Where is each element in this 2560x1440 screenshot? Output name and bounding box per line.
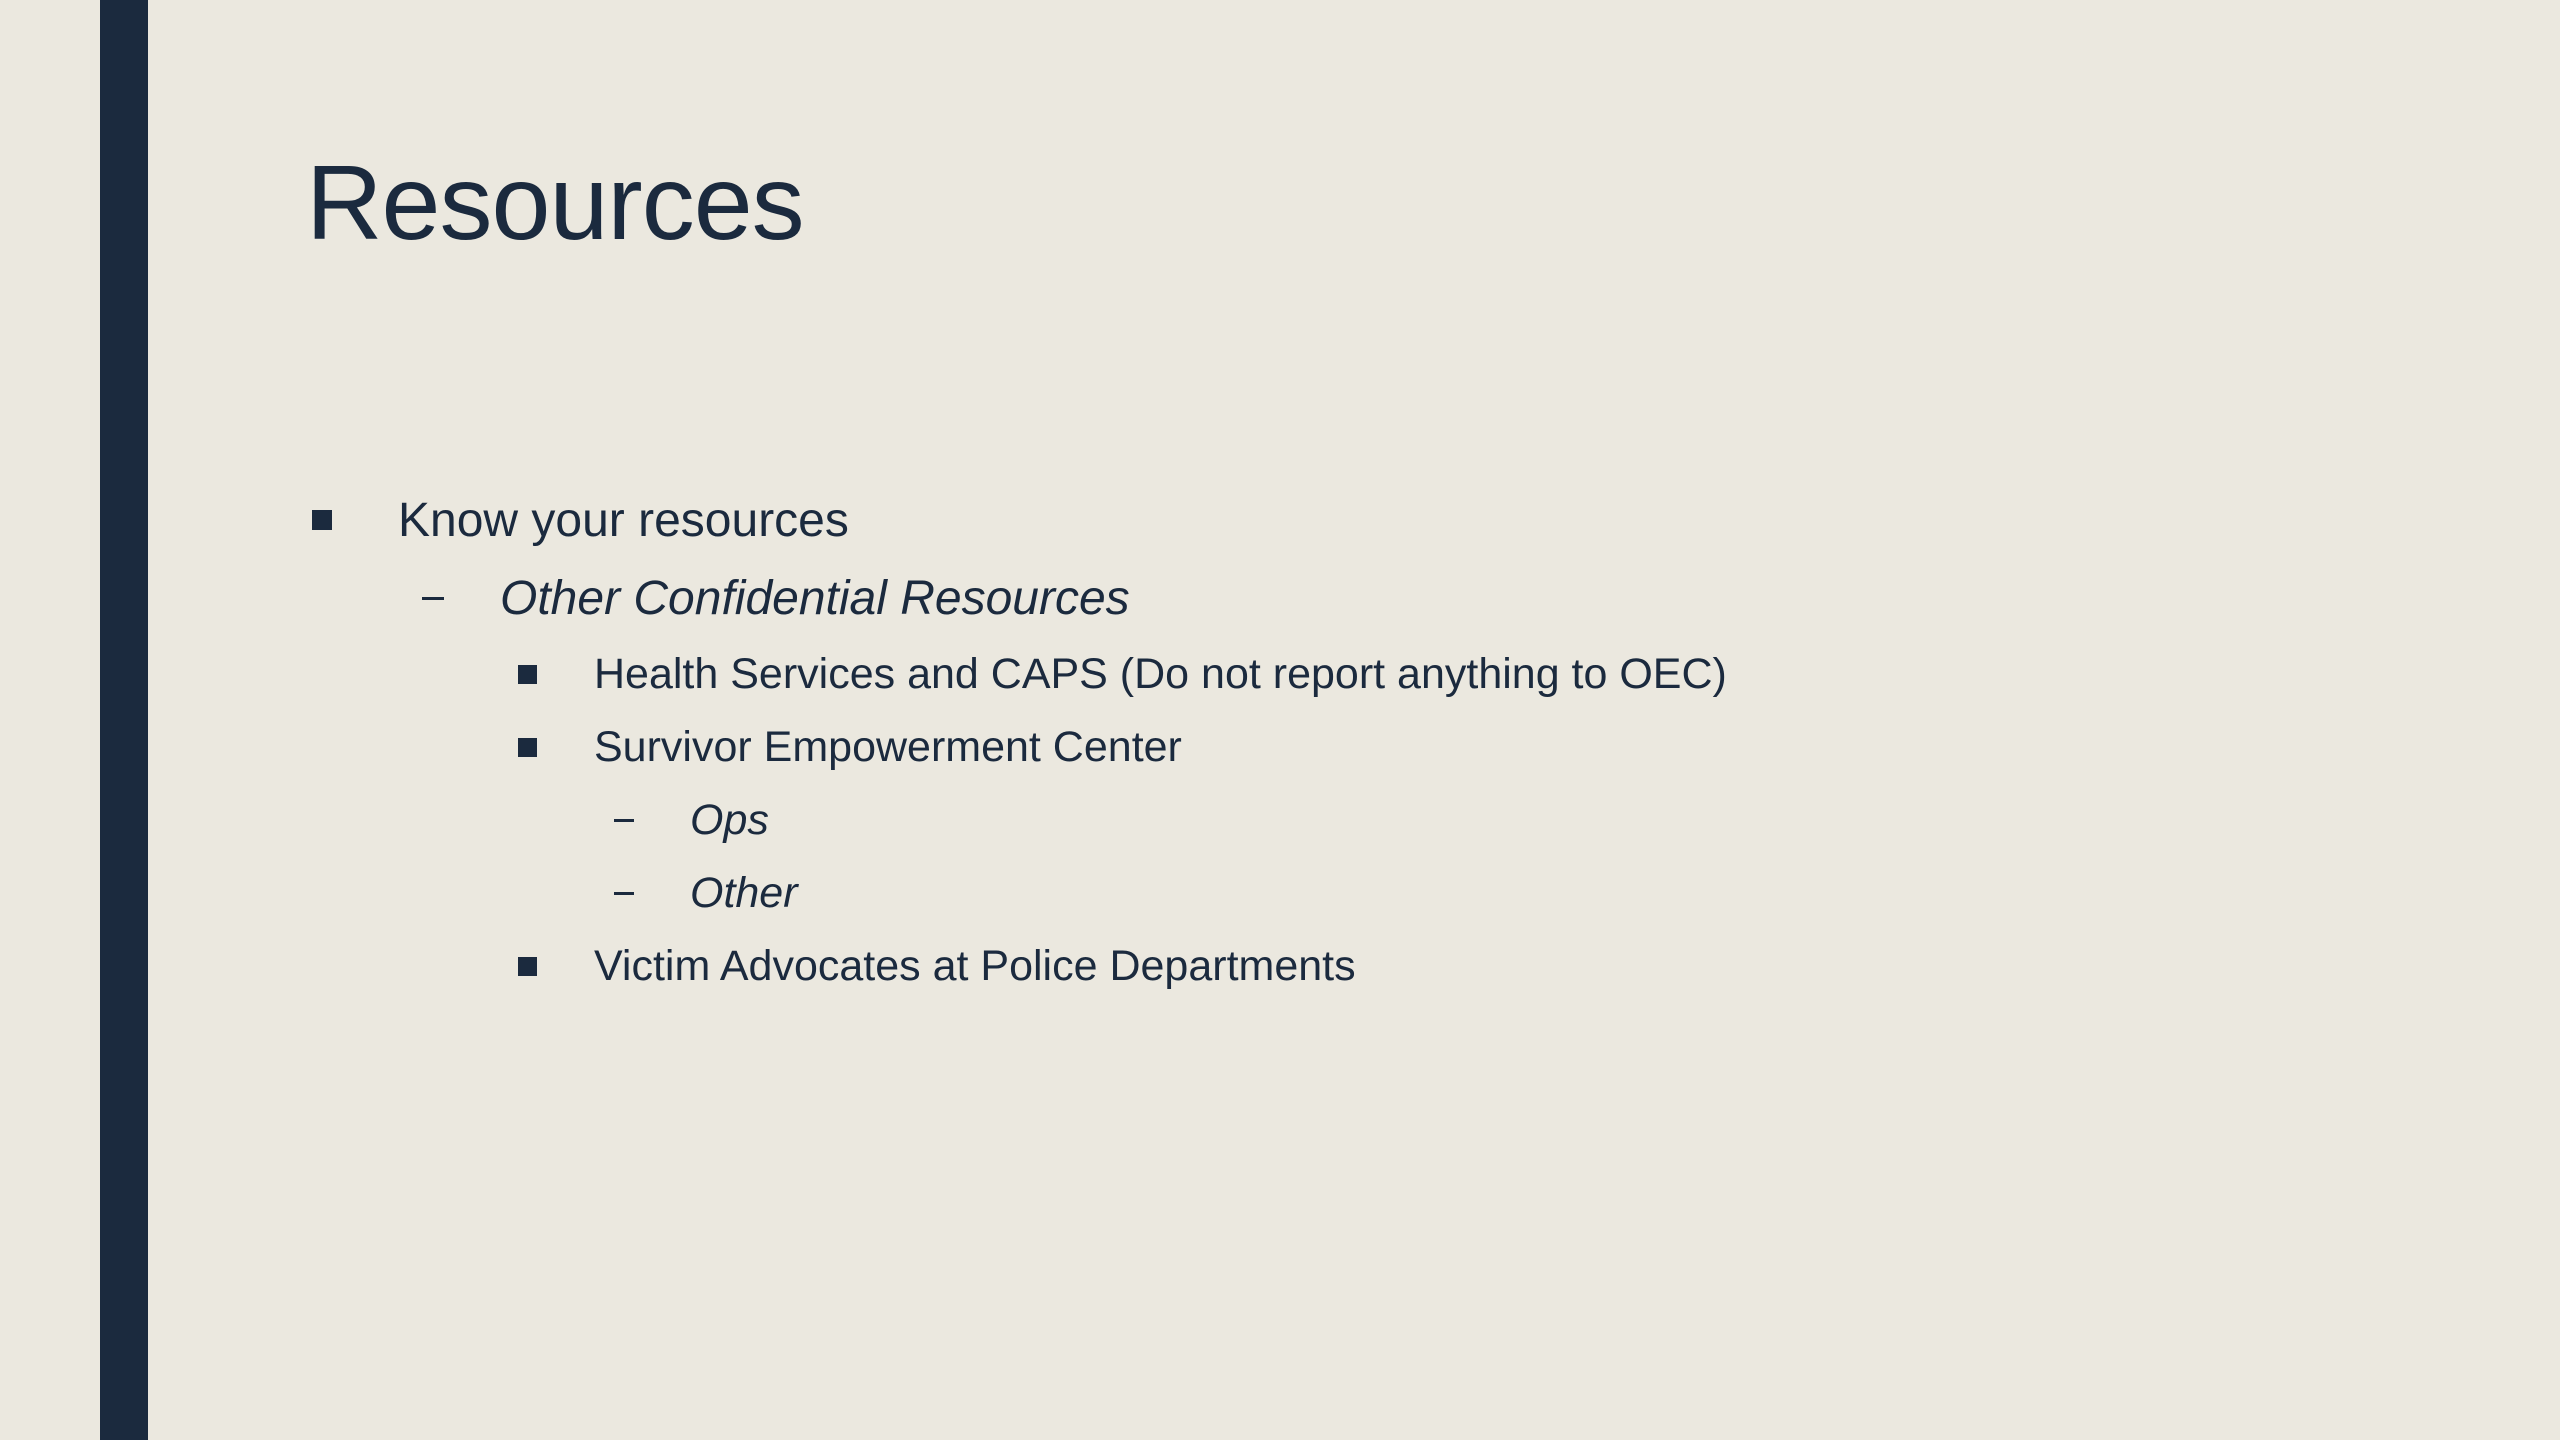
accent-bar (100, 0, 148, 1440)
bullet-text: Ops (690, 795, 769, 844)
square-bullet-icon (518, 738, 537, 757)
bullet-text: Other Confidential Resources (500, 571, 1130, 625)
bullet-victim-advocates (518, 936, 1356, 996)
bullet-survivor-empowerment-center (518, 717, 1182, 777)
dash-bullet-icon (614, 892, 634, 895)
bullet-health-services (518, 644, 1727, 704)
dash-bullet-icon (614, 819, 634, 822)
slide-title: Resources (306, 144, 804, 262)
bullet-text: Victim Advocates at Police Departments (594, 941, 1356, 990)
bullet-ops (614, 790, 769, 850)
bullet-know-your-resources (312, 490, 849, 550)
bullet-text: Other (690, 868, 798, 917)
bullet-text: Survivor Empowerment Center (594, 722, 1182, 771)
dash-bullet-icon (422, 597, 444, 600)
square-bullet-icon (518, 665, 537, 684)
bullet-text: Know your resources (398, 493, 849, 547)
bullet-other (614, 863, 798, 923)
square-bullet-icon (518, 957, 537, 976)
bullet-other-confidential-resources (422, 568, 1130, 628)
bullet-text: Health Services and CAPS (Do not report anything to OEC) (594, 649, 1727, 698)
square-bullet-icon (312, 510, 332, 530)
